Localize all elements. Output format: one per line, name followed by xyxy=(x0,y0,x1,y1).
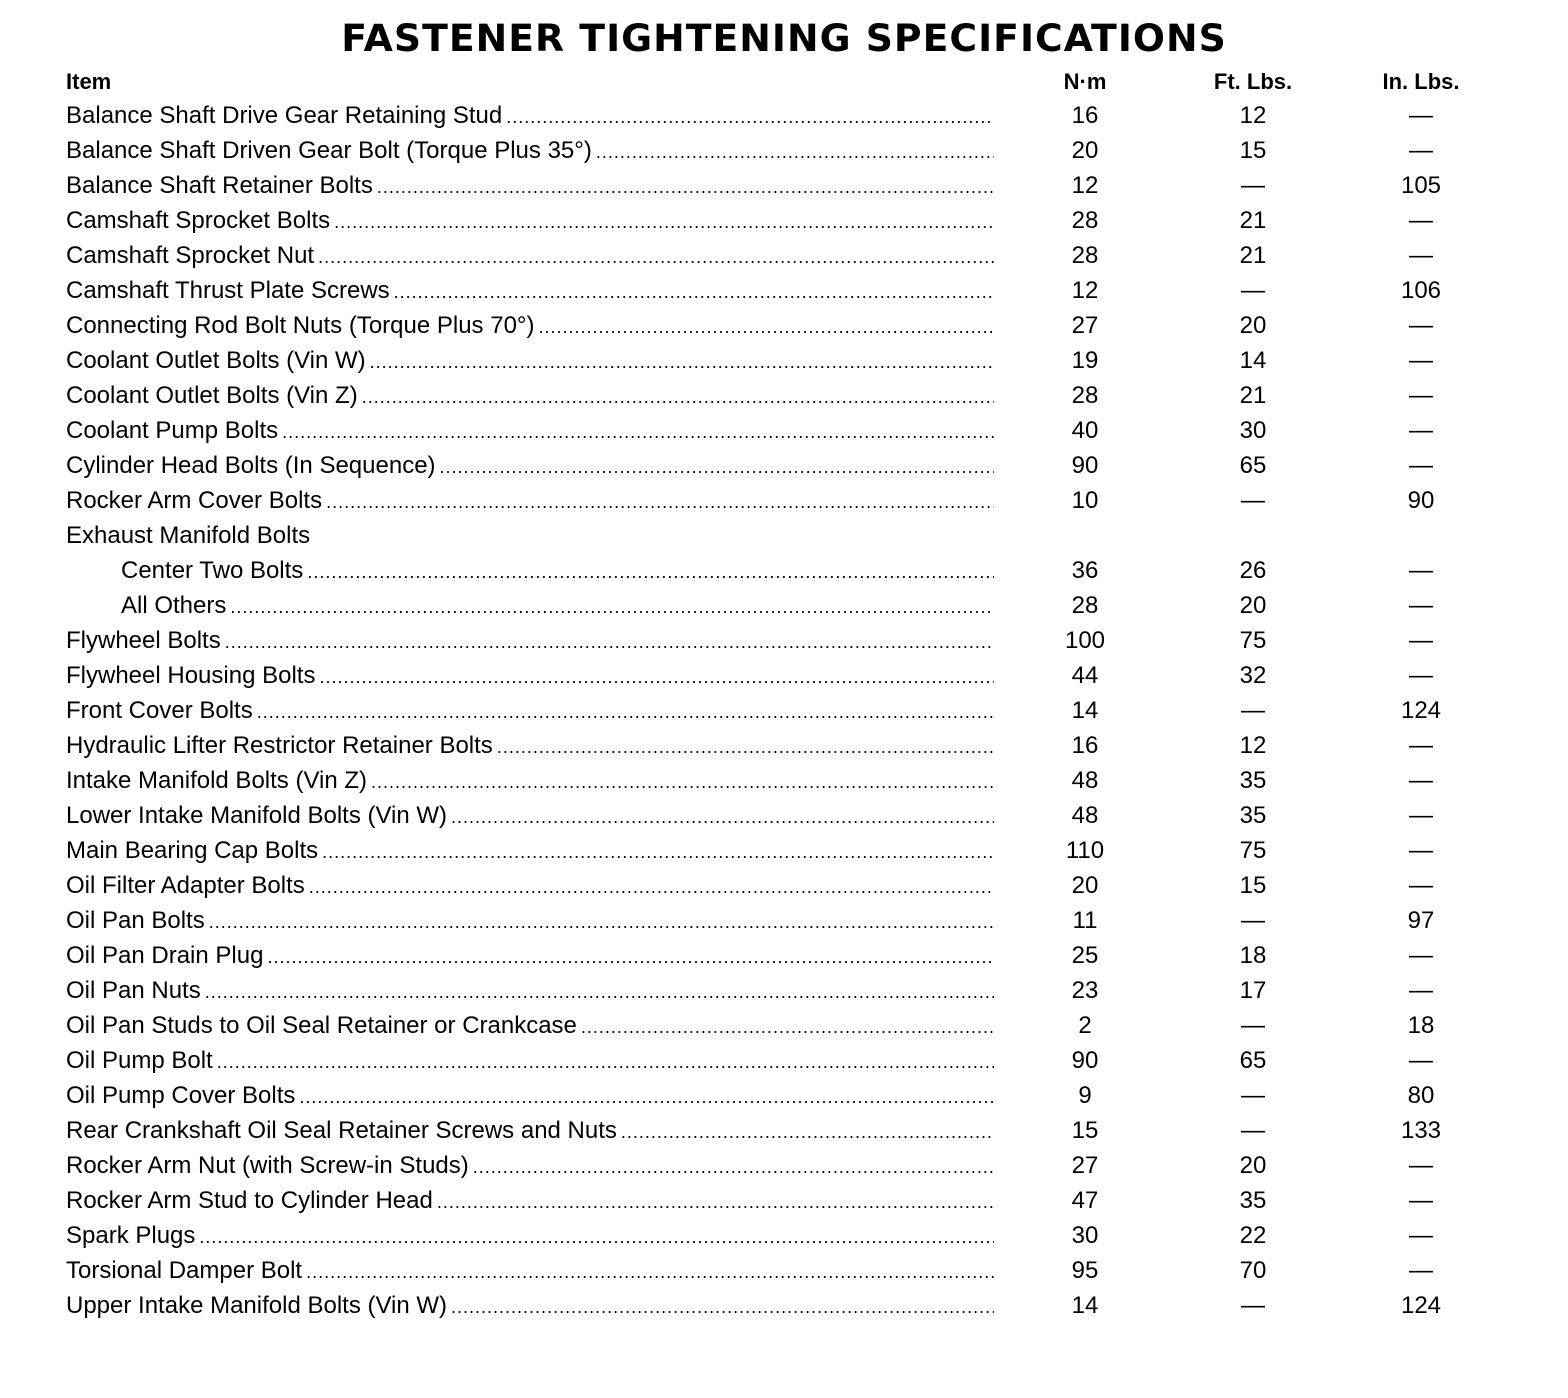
nm-value: 100 xyxy=(1064,627,1106,654)
dot-leader xyxy=(497,730,994,765)
item-label: Camshaft Sprocket Nut xyxy=(66,242,315,269)
in-lbs-value: — xyxy=(1409,1152,1433,1179)
in-lbs-value: — xyxy=(1409,207,1433,234)
table-row xyxy=(66,308,1506,343)
in-lbs-value: — xyxy=(1409,137,1433,164)
table-row xyxy=(66,203,1506,238)
dot-leader xyxy=(451,800,994,835)
in-lbs-value: — xyxy=(1409,732,1433,759)
table-row xyxy=(66,623,1506,658)
in-lbs-value: 124 xyxy=(1400,1292,1442,1319)
ft-lbs-value: — xyxy=(1241,277,1265,304)
dot-leader xyxy=(581,1010,994,1045)
table-row xyxy=(66,1253,1506,1288)
ft-lbs-value: 70 xyxy=(1239,1257,1267,1284)
in-lbs-value: — xyxy=(1409,627,1433,654)
nm-value: 9 xyxy=(1078,1082,1092,1109)
item-cell xyxy=(66,203,994,240)
ft-lbs-value: 20 xyxy=(1239,592,1267,619)
ft-lbs-value: 12 xyxy=(1239,102,1267,129)
item-label: Main Bearing Cap Bolts xyxy=(66,837,319,864)
item-cell xyxy=(66,903,994,940)
table-row xyxy=(66,238,1506,273)
ft-lbs-value: 21 xyxy=(1239,242,1267,269)
nm-value: 28 xyxy=(1071,207,1099,234)
item-cell xyxy=(66,238,994,275)
table-row xyxy=(66,1288,1506,1323)
table-row xyxy=(66,1113,1506,1148)
table-row xyxy=(66,798,1506,833)
column-header-nm: N·m xyxy=(1063,69,1107,94)
table-row xyxy=(66,1148,1506,1183)
nm-value: 44 xyxy=(1071,662,1099,689)
nm-value: 14 xyxy=(1071,697,1099,724)
item-cell xyxy=(66,728,994,765)
in-lbs-value: — xyxy=(1409,452,1433,479)
table-row xyxy=(66,658,1506,693)
nm-value: 20 xyxy=(1071,872,1099,899)
nm-value: 28 xyxy=(1071,242,1099,269)
ft-lbs-value: — xyxy=(1241,907,1265,934)
in-lbs-value: — xyxy=(1409,802,1433,829)
dot-leader xyxy=(299,1080,994,1115)
in-lbs-value: — xyxy=(1409,767,1433,794)
item-label: Coolant Outlet Bolts (Vin W) xyxy=(66,347,366,374)
in-lbs-value: — xyxy=(1409,312,1433,339)
in-lbs-value: 90 xyxy=(1407,487,1435,514)
item-label: Torsional Damper Bolt xyxy=(66,1257,303,1284)
item-label: Rocker Arm Stud to Cylinder Head xyxy=(66,1187,433,1214)
item-label: Exhaust Manifold Bolts xyxy=(66,522,311,549)
in-lbs-value: — xyxy=(1409,102,1433,129)
item-cell xyxy=(66,378,994,415)
ft-lbs-value: 35 xyxy=(1239,1187,1267,1214)
dot-leader xyxy=(377,170,994,205)
dot-leader xyxy=(318,240,994,275)
item-label: Spark Plugs xyxy=(66,1222,196,1249)
ft-lbs-value: 21 xyxy=(1239,207,1267,234)
item-label: All Others xyxy=(121,592,227,619)
table-row xyxy=(66,1183,1506,1218)
item-cell xyxy=(66,133,994,170)
table-row xyxy=(66,448,1506,483)
nm-value: 95 xyxy=(1071,1257,1099,1284)
item-cell xyxy=(66,868,994,905)
dot-leader xyxy=(621,1115,994,1150)
ft-lbs-value: 21 xyxy=(1239,382,1267,409)
ft-lbs-value: 17 xyxy=(1239,977,1267,1004)
item-label: Balance Shaft Retainer Bolts xyxy=(66,172,373,199)
item-cell xyxy=(66,343,994,380)
table-row xyxy=(66,1218,1506,1253)
ft-lbs-value: — xyxy=(1241,1292,1265,1319)
nm-value: 25 xyxy=(1071,942,1099,969)
nm-value: 11 xyxy=(1072,907,1098,934)
dot-leader xyxy=(230,590,994,625)
dot-leader xyxy=(596,135,994,170)
dot-leader xyxy=(334,205,994,240)
item-label: Balance Shaft Drive Gear Retaining Stud xyxy=(66,102,503,129)
nm-value: 14 xyxy=(1071,1292,1099,1319)
dot-leader xyxy=(362,380,994,415)
ft-lbs-value: 20 xyxy=(1239,312,1267,339)
item-cell xyxy=(66,448,994,485)
table-row xyxy=(66,273,1506,308)
dot-leader xyxy=(217,1045,994,1080)
table-header-row xyxy=(66,66,1506,98)
item-label: Camshaft Thrust Plate Screws xyxy=(66,277,390,304)
spec-table xyxy=(66,66,1506,1323)
ft-lbs-value: 75 xyxy=(1239,837,1267,864)
item-label: Rocker Arm Cover Bolts xyxy=(66,487,323,514)
nm-value: 12 xyxy=(1071,172,1099,199)
item-label: Hydraulic Lifter Restrictor Retainer Bolts xyxy=(66,732,493,759)
table-row xyxy=(66,518,1506,553)
in-lbs-value: 133 xyxy=(1400,1117,1442,1144)
in-lbs-value: — xyxy=(1409,1222,1433,1249)
item-label: Front Cover Bolts xyxy=(66,697,253,724)
item-label: Balance Shaft Driven Gear Bolt (Torque Plus 35°) xyxy=(66,137,592,164)
item-cell xyxy=(66,1008,994,1045)
table-row xyxy=(66,868,1506,903)
dot-leader xyxy=(370,345,994,380)
item-cell xyxy=(66,938,994,975)
nm-value: 10 xyxy=(1071,487,1099,514)
table-body xyxy=(66,98,1506,1323)
dot-leader xyxy=(394,275,994,310)
nm-value: 110 xyxy=(1065,837,1105,864)
item-cell xyxy=(121,588,994,625)
item-cell xyxy=(66,833,994,870)
table-row xyxy=(66,168,1506,203)
in-lbs-value: — xyxy=(1409,662,1433,689)
item-label: Flywheel Bolts xyxy=(66,627,221,654)
in-lbs-value: — xyxy=(1409,557,1433,584)
item-cell xyxy=(66,1253,994,1290)
nm-value: 16 xyxy=(1071,102,1099,129)
table-row xyxy=(66,483,1506,518)
dot-leader xyxy=(371,765,994,800)
item-cell xyxy=(66,973,994,1010)
item-label: Intake Manifold Bolts (Vin Z) xyxy=(66,767,368,794)
in-lbs-value: — xyxy=(1409,592,1433,619)
ft-lbs-value: 15 xyxy=(1239,137,1267,164)
in-lbs-value: 124 xyxy=(1400,697,1442,724)
ft-lbs-value: 35 xyxy=(1239,802,1267,829)
ft-lbs-value: 22 xyxy=(1239,1222,1267,1249)
dot-leader xyxy=(326,485,994,520)
in-lbs-value: — xyxy=(1409,837,1433,864)
column-header-item: Item xyxy=(66,69,112,94)
ft-lbs-value: — xyxy=(1241,697,1265,724)
nm-value: 20 xyxy=(1071,137,1099,164)
nm-value: 16 xyxy=(1071,732,1099,759)
dot-leader xyxy=(539,310,994,345)
ft-lbs-value: 12 xyxy=(1239,732,1267,759)
item-cell xyxy=(66,308,994,345)
ft-lbs-value: — xyxy=(1241,172,1265,199)
dot-leader xyxy=(267,940,994,975)
item-cell xyxy=(66,1078,994,1115)
dot-leader xyxy=(451,1290,994,1325)
in-lbs-value: 106 xyxy=(1400,277,1442,304)
nm-value: 30 xyxy=(1071,1222,1099,1249)
item-label: Lower Intake Manifold Bolts (Vin W) xyxy=(66,802,448,829)
nm-value: 23 xyxy=(1071,977,1099,1004)
in-lbs-value: — xyxy=(1409,417,1433,444)
in-lbs-value: — xyxy=(1409,1047,1433,1074)
dot-leader xyxy=(282,415,994,450)
nm-value: 40 xyxy=(1071,417,1099,444)
dot-leader xyxy=(309,870,994,905)
ft-lbs-value: — xyxy=(1241,1012,1265,1039)
in-lbs-value: 105 xyxy=(1400,172,1442,199)
ft-lbs-value: 35 xyxy=(1239,767,1267,794)
nm-value: 19 xyxy=(1071,347,1099,374)
table-row xyxy=(66,833,1506,868)
item-cell xyxy=(66,1288,994,1325)
ft-lbs-value: 32 xyxy=(1239,662,1267,689)
item-cell xyxy=(66,483,994,520)
table-row xyxy=(66,1008,1506,1043)
ft-lbs-value: — xyxy=(1241,1117,1265,1144)
table-row xyxy=(66,693,1506,728)
dot-leader xyxy=(209,905,994,940)
table-row xyxy=(66,973,1506,1008)
nm-value: 48 xyxy=(1071,767,1099,794)
nm-value: 48 xyxy=(1071,802,1099,829)
ft-lbs-value: 18 xyxy=(1239,942,1267,969)
dot-leader xyxy=(225,625,994,660)
ft-lbs-value: 20 xyxy=(1239,1152,1267,1179)
nm-value: 12 xyxy=(1071,277,1099,304)
in-lbs-value: 80 xyxy=(1407,1082,1435,1109)
table-row xyxy=(66,98,1506,133)
in-lbs-value: — xyxy=(1409,1187,1433,1214)
item-label: Connecting Rod Bolt Nuts (Torque Plus 70°) xyxy=(66,312,535,339)
dot-leader xyxy=(199,1220,994,1255)
ft-lbs-value: 65 xyxy=(1239,452,1267,479)
item-label: Oil Pan Drain Plug xyxy=(66,942,264,969)
nm-value: 47 xyxy=(1071,1187,1099,1214)
table-row xyxy=(66,413,1506,448)
ft-lbs-value: 26 xyxy=(1239,557,1267,584)
ft-lbs-value: 15 xyxy=(1239,872,1267,899)
item-cell xyxy=(66,1113,994,1150)
dot-leader xyxy=(306,1255,994,1290)
in-lbs-value: — xyxy=(1409,382,1433,409)
item-cell xyxy=(66,1183,994,1220)
dot-leader xyxy=(322,835,994,870)
item-cell xyxy=(66,1148,994,1185)
item-label: Oil Filter Adapter Bolts xyxy=(66,872,305,899)
table-row xyxy=(66,343,1506,378)
item-label: Oil Pan Studs to Oil Seal Retainer or Crankcase xyxy=(66,1012,577,1039)
column-header-ft-lbs: Ft. Lbs. xyxy=(1213,69,1293,94)
nm-value: 15 xyxy=(1071,1117,1099,1144)
item-label: Cylinder Head Bolts (In Sequence) xyxy=(66,452,436,479)
dot-leader xyxy=(205,975,994,1010)
in-lbs-value: — xyxy=(1409,942,1433,969)
in-lbs-value: — xyxy=(1409,347,1433,374)
nm-value: 90 xyxy=(1071,452,1099,479)
dot-leader xyxy=(319,660,994,695)
item-label: Coolant Outlet Bolts (Vin Z) xyxy=(66,382,358,409)
table-row xyxy=(66,903,1506,938)
item-cell xyxy=(66,273,994,310)
table-row xyxy=(66,553,1506,588)
item-label: Oil Pump Bolt xyxy=(66,1047,213,1074)
dot-leader xyxy=(440,450,994,485)
in-lbs-value: — xyxy=(1409,977,1433,1004)
in-lbs-value: 18 xyxy=(1407,1012,1435,1039)
nm-value: 27 xyxy=(1071,1152,1099,1179)
in-lbs-value: — xyxy=(1409,1257,1433,1284)
dot-leader xyxy=(473,1150,994,1185)
column-header-in-lbs: In. Lbs. xyxy=(1382,69,1460,94)
item-cell xyxy=(66,518,994,553)
nm-value: 27 xyxy=(1071,312,1099,339)
item-label: Rear Crankshaft Oil Seal Retainer Screws and Nuts xyxy=(66,1117,617,1144)
table-row xyxy=(66,938,1506,973)
item-cell xyxy=(66,168,994,205)
item-cell xyxy=(66,413,994,450)
item-label: Center Two Bolts xyxy=(121,557,304,584)
table-row xyxy=(66,1078,1506,1113)
item-cell xyxy=(66,763,994,800)
item-cell xyxy=(121,553,994,590)
ft-lbs-value: 30 xyxy=(1239,417,1267,444)
nm-value: 28 xyxy=(1071,592,1099,619)
table-row xyxy=(66,728,1506,763)
item-cell xyxy=(66,623,994,660)
ft-lbs-value: — xyxy=(1241,1082,1265,1109)
ft-lbs-value: — xyxy=(1241,487,1265,514)
dot-leader xyxy=(506,100,994,135)
nm-value: 28 xyxy=(1071,382,1099,409)
item-label: Flywheel Housing Bolts xyxy=(66,662,316,689)
table-row xyxy=(66,1043,1506,1078)
item-cell xyxy=(66,693,994,730)
item-label: Oil Pump Cover Bolts xyxy=(66,1082,296,1109)
item-label: Upper Intake Manifold Bolts (Vin W) xyxy=(66,1292,448,1319)
in-lbs-value: — xyxy=(1409,872,1433,899)
item-label: Rocker Arm Nut (with Screw-in Studs) xyxy=(66,1152,469,1179)
item-label: Oil Pan Bolts xyxy=(66,907,205,934)
page-title: FASTENER TIGHTENING SPECIFICATIONS xyxy=(341,17,1227,60)
item-label: Oil Pan Nuts xyxy=(66,977,201,1004)
ft-lbs-value: 14 xyxy=(1239,347,1267,374)
dot-leader xyxy=(437,1185,994,1220)
ft-lbs-value: 65 xyxy=(1239,1047,1267,1074)
item-cell xyxy=(66,98,994,135)
item-label: Camshaft Sprocket Bolts xyxy=(66,207,331,234)
item-cell xyxy=(66,658,994,695)
table-row xyxy=(66,133,1506,168)
dot-leader xyxy=(257,695,994,730)
table-row xyxy=(66,588,1506,623)
table-row xyxy=(66,378,1506,413)
item-label: Coolant Pump Bolts xyxy=(66,417,279,444)
in-lbs-value: — xyxy=(1409,242,1433,269)
ft-lbs-value: 75 xyxy=(1239,627,1267,654)
item-cell xyxy=(66,1043,994,1080)
in-lbs-value: 97 xyxy=(1407,907,1435,934)
dot-leader xyxy=(307,555,994,590)
item-cell xyxy=(66,1218,994,1255)
nm-value: 2 xyxy=(1078,1012,1092,1039)
item-cell xyxy=(66,798,994,835)
nm-value: 36 xyxy=(1071,557,1099,584)
nm-value: 90 xyxy=(1071,1047,1099,1074)
table-row xyxy=(66,763,1506,798)
